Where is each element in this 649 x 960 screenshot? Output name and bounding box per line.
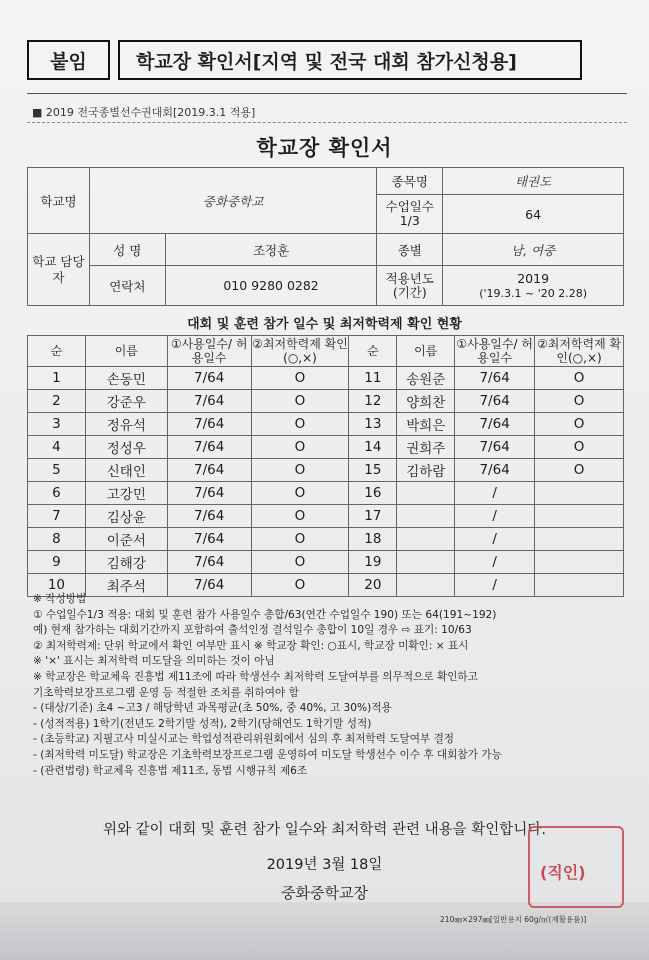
table-cell: / xyxy=(455,505,535,528)
subtitle: ■ 2019 전국종별선수권대회[2019.3.1 적용] xyxy=(32,106,256,119)
col-num: 순 xyxy=(28,336,86,367)
table-cell: / xyxy=(455,574,535,597)
note-line: - (대상/기준) 초4 ~고3 / 해당학년 과목평균(초 50%, 중 40%, 고 30%)적용 xyxy=(33,702,392,715)
event-value: 태권도 xyxy=(443,168,624,195)
table-cell: O xyxy=(251,505,349,528)
table-cell: 고강민 xyxy=(85,482,167,505)
table-cell xyxy=(535,482,624,505)
table-cell: 19 xyxy=(349,551,397,574)
school-label: 학교명 xyxy=(28,168,90,234)
table-cell: / xyxy=(455,482,535,505)
note-line: ② 최저학력제: 단위 학교에서 확인 여부만 표시 ※ 학교장 확인: ○표시, 학교장 미확인: × 표시 xyxy=(33,639,469,652)
table-cell: 권희주 xyxy=(397,436,455,459)
table-row xyxy=(28,459,624,482)
table-row xyxy=(28,482,624,505)
col-days: ①사용일수/ 허용일수 xyxy=(167,336,251,367)
table-cell: 정성우 xyxy=(85,436,167,459)
table-cell: 10 xyxy=(28,574,86,597)
year-cell xyxy=(443,266,624,306)
document-title: 학교장 확인서 xyxy=(256,136,393,160)
school-info-table xyxy=(27,167,624,306)
header-title: 학교장 확인서[지역 및 전국 대회 참가신청용] xyxy=(118,40,582,80)
table-cell: 7/64 xyxy=(167,367,251,390)
table-cell xyxy=(535,551,624,574)
table-cell: 김하람 xyxy=(397,459,455,482)
col-check: ②최저학력제 확인(○,×) xyxy=(535,336,624,367)
table-cell: 신태인 xyxy=(85,459,167,482)
table-cell: 14 xyxy=(349,436,397,459)
table-cell: 김해강 xyxy=(85,551,167,574)
note-line: - (초등학교) 지필고사 미실시교는 학업성적관리위원회에서 심의 후 최저학력 도달여부 결정 xyxy=(33,733,455,746)
year-label: 적용년도 (기간) xyxy=(377,266,443,306)
table-cell: 7/64 xyxy=(455,459,535,482)
note-line: ※ 학교장은 학교체육 진흥법 제11조에 따라 학생선수 최저학력 도달여부를 의무적으로 확인하고 xyxy=(33,670,478,683)
table-cell: O xyxy=(535,390,624,413)
table-cell: O xyxy=(535,436,624,459)
table-row xyxy=(28,505,624,528)
table-cell: 16 xyxy=(349,482,397,505)
table-cell: 7/64 xyxy=(455,413,535,436)
table-cell: O xyxy=(251,413,349,436)
table-cell xyxy=(535,528,624,551)
contact-value: 010 9280 0282 xyxy=(165,266,377,306)
table-cell: O xyxy=(251,390,349,413)
table-cell: O xyxy=(251,551,349,574)
table-cell: 1 xyxy=(28,367,86,390)
table-cell: 12 xyxy=(349,390,397,413)
table-cell: O xyxy=(535,459,624,482)
table-cell: 7/64 xyxy=(167,482,251,505)
table-cell: 17 xyxy=(349,505,397,528)
table-cell: 7/64 xyxy=(455,436,535,459)
attachment-label: 붙임 xyxy=(27,40,110,80)
divider xyxy=(27,93,627,94)
table-cell: 7/64 xyxy=(167,551,251,574)
table-cell: 7/64 xyxy=(167,436,251,459)
table-row xyxy=(28,551,624,574)
table-cell: 최주석 xyxy=(85,574,167,597)
note-line: - (성적적용) 1학기(전년도 2학기말 성적), 2학기(당해연도 1학기말 성적) xyxy=(33,717,372,730)
col-check: ②최저학력제 확인(○,×) xyxy=(252,337,348,365)
name-value: 조정훈 xyxy=(165,234,377,266)
table-row xyxy=(28,413,624,436)
table-cell: 7/64 xyxy=(455,367,535,390)
table-cell: O xyxy=(251,482,349,505)
table-cell: O xyxy=(535,367,624,390)
table-cell: 2 xyxy=(28,390,86,413)
table-cell: 5 xyxy=(28,459,86,482)
table-cell: 이준서 xyxy=(85,528,167,551)
table-cell: O xyxy=(535,413,624,436)
table-cell: O xyxy=(251,528,349,551)
table-cell: 김상윤 xyxy=(85,505,167,528)
school-value: 중화중학교 xyxy=(89,168,376,234)
page-bottom-shadow xyxy=(0,902,649,960)
table-cell xyxy=(397,505,455,528)
seal-label: (직인) xyxy=(540,863,586,882)
header xyxy=(27,40,582,80)
table-cell: 양희찬 xyxy=(397,390,455,413)
table-cell xyxy=(535,505,624,528)
section-title: 대회 및 훈련 참가 일수 및 최저학력제 확인 현황 xyxy=(187,317,462,332)
confirmation-text: 위와 같이 대회 및 훈련 참가 일수와 최저학력 관련 내용을 확인합니다. xyxy=(103,822,546,838)
table-cell: O xyxy=(251,367,349,390)
table-row xyxy=(28,390,624,413)
table-cell: 7/64 xyxy=(455,390,535,413)
note-line: ① 수업일수1/3 적용: 대회 및 훈련 참가 사용일수 총합/63(연간 수업일수 190) 또는 64(191~192) xyxy=(33,608,497,621)
gender-label: 종별 xyxy=(377,234,443,266)
table-cell: 15 xyxy=(349,459,397,482)
table-cell: O xyxy=(251,459,349,482)
table-cell: / xyxy=(455,528,535,551)
year-period: ('19.3.1 ~ '20 2.28) xyxy=(479,286,588,300)
table-cell xyxy=(397,551,455,574)
table-cell: 송원준 xyxy=(397,367,455,390)
col-name: 이름 xyxy=(85,336,167,367)
table-cell: 정유석 xyxy=(85,413,167,436)
table-cell: 11 xyxy=(349,367,397,390)
table-cell xyxy=(397,482,455,505)
note-line: - (관련법령) 학교체육 진흥법 제11조, 동법 시행규칙 제6조 xyxy=(33,764,308,777)
instructions xyxy=(33,592,625,779)
principal-signature: 중화중학교장 xyxy=(281,884,368,902)
table-cell: O xyxy=(251,436,349,459)
manager-label: 학교 담당자 xyxy=(28,234,90,306)
table-row xyxy=(28,528,624,551)
table-cell: 4 xyxy=(28,436,86,459)
paper-spec-footer: 210㎜×297㎜[일반용지 60g/㎡(재활용품)] xyxy=(440,915,587,924)
table-row xyxy=(28,367,624,390)
note-line: ※ '×' 표시는 최저학력 미도달을 의미하는 것이 아님 xyxy=(33,655,275,668)
table-cell: 7 xyxy=(28,505,86,528)
contact-label: 연락처 xyxy=(89,266,165,306)
table-cell: 6 xyxy=(28,482,86,505)
table-cell: O xyxy=(251,574,349,597)
year-value: 2019 xyxy=(517,270,550,286)
table-cell: 7/64 xyxy=(167,528,251,551)
table-cell: 20 xyxy=(349,574,397,597)
table-cell: 7/64 xyxy=(167,390,251,413)
table-cell: 7/64 xyxy=(167,413,251,436)
table-cell: / xyxy=(455,551,535,574)
table-cell: 7/64 xyxy=(167,574,251,597)
col-days: ①사용일수/ 허용일수 xyxy=(456,337,533,365)
table-cell: 손동민 xyxy=(85,367,167,390)
col-num: 순 xyxy=(349,336,397,367)
table-cell: 8 xyxy=(28,528,86,551)
table-cell: 3 xyxy=(28,413,86,436)
table-cell: 강준우 xyxy=(85,390,167,413)
note-line: 기초학력보장프로그램 운영 등 적절한 조치를 취하여야 함 xyxy=(33,686,299,699)
table-cell: 13 xyxy=(349,413,397,436)
note-line: ※ 작성방법 xyxy=(33,593,87,605)
name-label: 성 명 xyxy=(89,234,165,266)
note-line: - (최저학력 미도달) 학교장은 기초학력보장프로그램 운영하여 미도달 학생선수 이수 후 대회참가 가능 xyxy=(33,748,502,761)
participant-table xyxy=(27,335,624,597)
table-row xyxy=(28,436,624,459)
table-cell: 7/64 xyxy=(167,505,251,528)
note-line: 예) 현재 참가하는 대회기간까지 포함하여 출석인정 결석일수 총합이 10일 경우 ⇨ 표기: 10/63 xyxy=(33,624,472,637)
days-value: 64 xyxy=(443,195,624,234)
table-cell: 박희은 xyxy=(397,413,455,436)
table-cell xyxy=(397,528,455,551)
table-cell: 9 xyxy=(28,551,86,574)
event-label: 종목명 xyxy=(377,168,443,195)
col-name: 이름 xyxy=(397,336,455,367)
divider xyxy=(27,122,627,123)
table-cell: 18 xyxy=(349,528,397,551)
gender-value: 남, 여중 xyxy=(443,234,624,266)
table-cell: 7/64 xyxy=(167,459,251,482)
days-label: 수업일수 1/3 xyxy=(377,195,443,234)
date-text: 2019년 3월 18일 xyxy=(266,857,383,873)
